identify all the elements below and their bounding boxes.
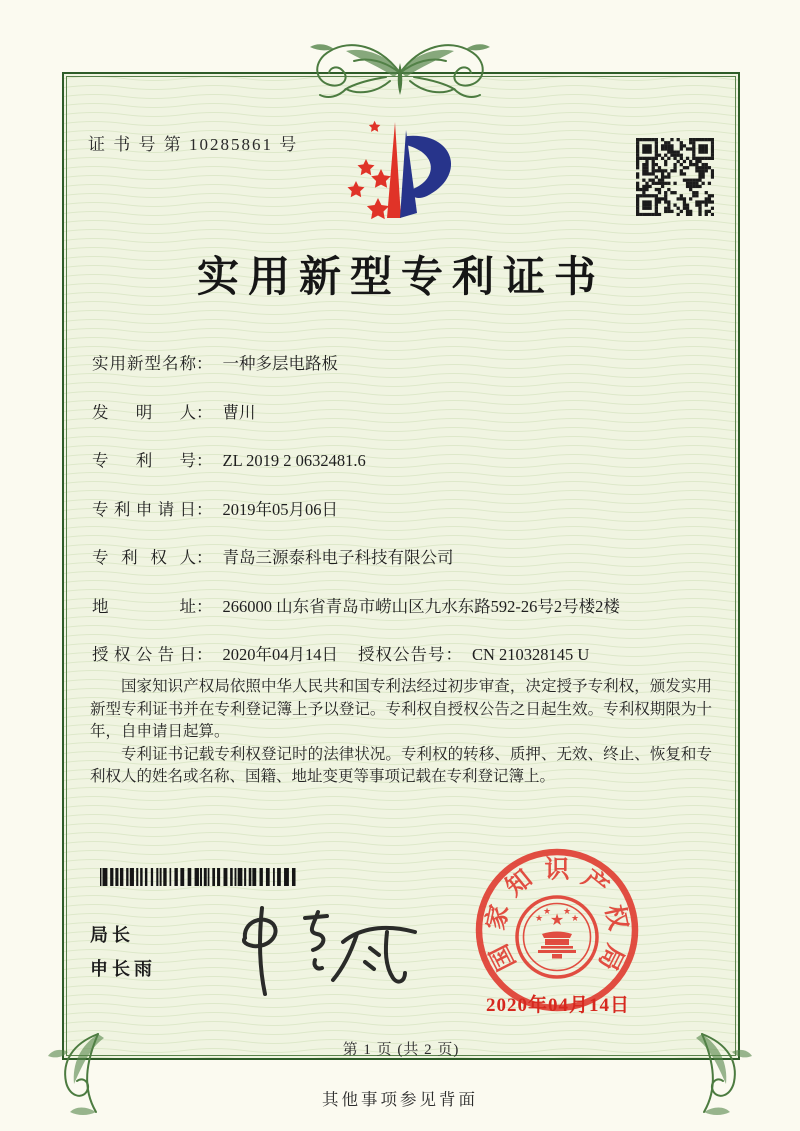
field-label: 专利申请日 — [92, 500, 196, 519]
colon: ： — [196, 548, 213, 567]
svg-text:★: ★ — [542, 907, 552, 917]
signer-block — [90, 918, 156, 986]
barcode-icon — [100, 868, 300, 886]
field-label: 专利权人 — [92, 548, 196, 567]
field-row-patent-number — [92, 447, 720, 471]
field-row-name — [92, 350, 720, 374]
field-label: 授权公告号 — [358, 645, 446, 664]
legal-paragraph-2: 专利证书记载专利权登记时的法律状况。专利权的转移、质押、无效、终止、恢复和专利权人的姓名或名称、国籍、地址变更等事项记载在专利登记簿上。 — [90, 745, 712, 785]
field-label: 发明人 — [92, 403, 196, 422]
field-label: 实用新型名称 — [92, 354, 196, 373]
field-value: 一种多层电路板 — [222, 354, 338, 373]
cnipa-patent-logo-icon — [333, 116, 483, 234]
page-indicator: 第 1 页 (共 2 页) — [342, 1042, 460, 1058]
footer-note: 其他事项参见背面 — [322, 1090, 478, 1109]
field-row-inventor — [92, 399, 720, 423]
field-value: 青岛三源泰科电子科技有限公司 — [222, 548, 454, 567]
colon: ： — [196, 645, 213, 664]
colon: ： — [196, 354, 213, 373]
field-value: ZL 2019 2 0632481.6 — [222, 451, 366, 470]
field-value: CN 210328145 U — [472, 645, 590, 664]
field-row-grant — [92, 641, 720, 665]
field-label: 专利号 — [92, 451, 196, 470]
legal-paragraph-1: 国家知识产权局依照中华人民共和国专利法经过初步审查，决定授予专利权，颁发实用新型专利证书并在专利登记簿上予以登记。专利权自授权公告之日起生效。专利权期限为十年，自申请日起算。 — [90, 678, 712, 740]
colon: ： — [196, 451, 213, 470]
colon: ： — [445, 645, 462, 664]
svg-text:知: 知 — [500, 865, 538, 902]
field-label: 授权公告日 — [92, 645, 196, 664]
svg-text:★: ★ — [562, 907, 572, 917]
field-label: 地址 — [92, 597, 196, 616]
field-grant-number — [358, 641, 589, 665]
svg-text:家: 家 — [482, 902, 515, 933]
svg-text:★: ★ — [549, 910, 565, 929]
field-row-patentee — [92, 544, 720, 568]
field-value: 2019年05月06日 — [222, 500, 338, 519]
svg-text:权: 权 — [599, 902, 632, 933]
svg-text:国: 国 — [485, 939, 522, 975]
svg-text:识: 识 — [544, 856, 570, 884]
legal-text — [90, 676, 712, 789]
colon: ： — [196, 597, 213, 616]
bottom-right-flourish-ornament — [692, 1026, 772, 1118]
field-value: 266000 山东省青岛市崂山区九水东路592-26号2号楼2楼 — [222, 597, 620, 616]
colon: ： — [196, 500, 213, 519]
certificate-title: 实用新型专利证书 — [196, 255, 605, 301]
bottom-left-flourish-ornament — [28, 1026, 108, 1118]
handwritten-signature-icon — [215, 886, 440, 1004]
svg-text:★: ★ — [534, 914, 544, 924]
certificate-number: 证 书 号 第 10285861 号 — [88, 135, 299, 154]
svg-text:★: ★ — [570, 914, 580, 924]
svg-text:产: 产 — [576, 865, 614, 902]
field-row-filing-date — [92, 496, 720, 520]
signer-name: 申长雨 — [90, 959, 156, 979]
seal-date: 2020年04月14日 — [485, 995, 630, 1016]
signer-title: 局长 — [90, 925, 134, 945]
top-border-flourish-ornament — [250, 33, 550, 113]
field-value: 曹川 — [222, 403, 256, 422]
qr-code-icon — [636, 138, 714, 216]
svg-text:局: 局 — [592, 939, 629, 975]
field-row-address — [92, 593, 720, 617]
colon: ： — [196, 403, 213, 422]
field-value: 2020年04月14日 — [222, 645, 338, 664]
